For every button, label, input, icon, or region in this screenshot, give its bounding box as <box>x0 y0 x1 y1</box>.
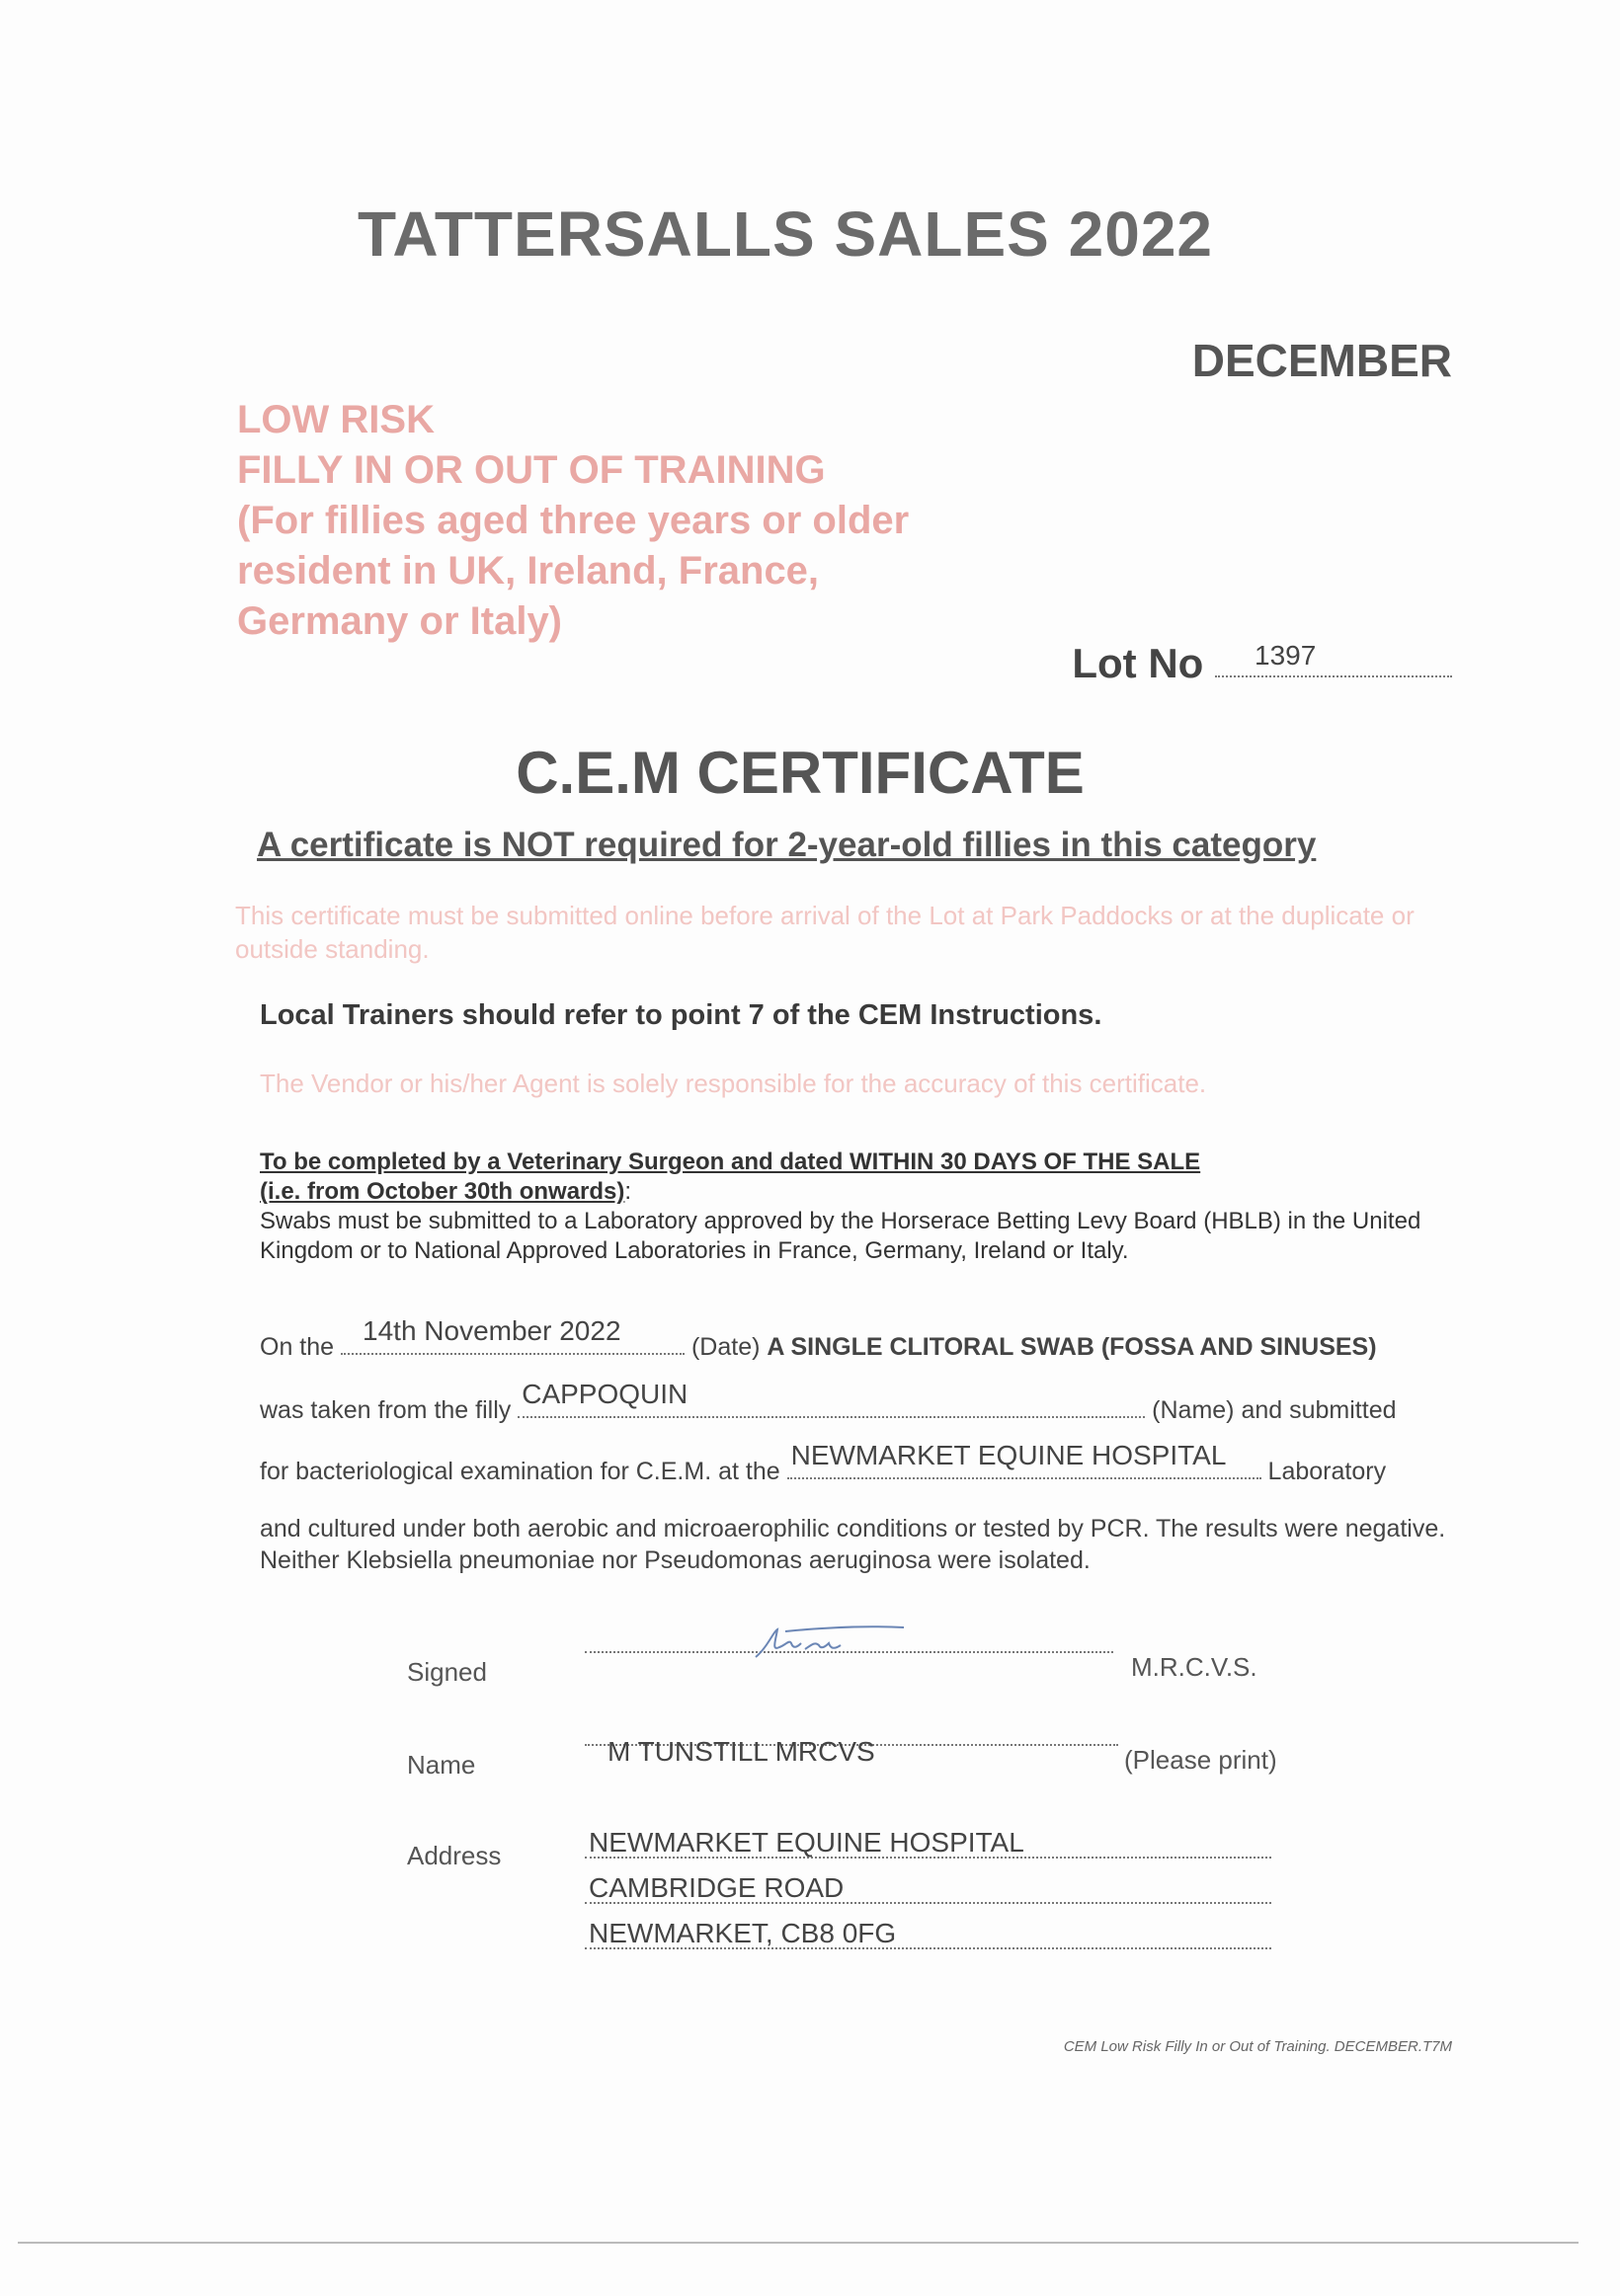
signed-label: Signed <box>407 1657 487 1687</box>
laboratory-row <box>260 1440 1387 1486</box>
swab-description: A SINGLE CLITORAL SWAB (FOSSA AND SINUSES) <box>767 1333 1377 1361</box>
taken-from-label: was taken from the filly <box>260 1396 512 1424</box>
laboratory-field <box>787 1440 1261 1479</box>
date-value: 14th November 2022 <box>363 1315 621 1346</box>
name-label: Name <box>407 1750 476 1780</box>
mrcvs-suffix: M.R.C.V.S. <box>1131 1652 1257 1682</box>
filly-row <box>260 1379 1397 1425</box>
vendor-responsibility-note: The Vendor or his/her Agent is solely responsible for the accuracy of this certificate. <box>260 1069 1207 1098</box>
vet-heading: To be completed by a Veterinary Surgeon and dated WITHIN 30 DAYS OF THE SALE <box>260 1148 1201 1175</box>
lot-field <box>1215 640 1452 677</box>
address-label: Address <box>407 1841 502 1870</box>
lot-number <box>1072 640 1452 687</box>
category-line: Germany or Italy) <box>237 599 563 643</box>
lot-label: Lot No <box>1072 640 1204 686</box>
address-line-3: NEWMARKET, CB8 0FG <box>589 1918 897 1948</box>
date-field <box>341 1315 685 1355</box>
not-required-note: A certificate is NOT required for 2-year-old fillies in this category <box>257 826 1317 864</box>
date-row <box>260 1315 1377 1362</box>
vet-name-value: M TUNSTILL MRCVS <box>608 1736 875 1767</box>
laboratory-value: NEWMARKET EQUINE HOSPITAL <box>790 1440 1227 1470</box>
category-line: resident in UK, Ireland, France, <box>237 549 820 593</box>
lot-value: 1397 <box>1255 640 1317 671</box>
certificate-heading: C.E.M CERTIFICATE <box>516 740 1085 806</box>
vet-heading-colon: : <box>624 1178 632 1205</box>
bottom-rule <box>18 2242 1579 2244</box>
please-print-note: (Please print) <box>1124 1745 1277 1775</box>
vet-lab-requirement: Swabs must be submitted to a Laboratory approved by the Horserace Betting Levy Board (HBLB) in the United Kingdom or to National Approved Laboratories in France, Germany, Ireland or Italy. <box>260 1208 1421 1264</box>
vet-instructions <box>260 1148 1475 1266</box>
category-line: FILLY IN OR OUT OF TRAINING <box>237 448 826 492</box>
date-label: (Date) <box>690 1333 761 1361</box>
form-reference: CEM Low Risk Filly In or Out of Training. DECEMBER.T7M <box>1063 2038 1452 2055</box>
sale-month: DECEMBER <box>1191 335 1452 386</box>
submission-note: This certificate must be submitted online before arrival of the Lot at Park Paddocks or at the duplicate or outside standing. <box>235 901 1415 964</box>
address-line-2: CAMBRIDGE ROAD <box>589 1872 845 1903</box>
vet-heading-dates: (i.e. from October 30th onwards) <box>260 1178 625 1205</box>
document-title: TATTERSALLS SALES 2022 <box>358 198 1213 270</box>
address-line-1: NEWMARKET EQUINE HOSPITAL <box>589 1827 1024 1858</box>
local-trainers-note: Local Trainers should refer to point 7 of the CEM Instructions. <box>260 999 1102 1031</box>
filly-name-label: (Name) and submitted <box>1152 1396 1397 1424</box>
handwritten-signature <box>746 1620 914 1669</box>
results-statement: and cultured under both aerobic and microaerophilic conditions or tested by PCR. The results were negative. Neither Klebsiella pneumoniae nor Pseudomonas aeruginosa were isolated. <box>260 1515 1446 1574</box>
category-line: LOW RISK <box>237 398 435 441</box>
category-block <box>237 395 909 647</box>
filly-name-value: CAPPOQUIN <box>522 1379 688 1409</box>
exam-label: for bacteriological examination for C.E.M. at the <box>260 1458 780 1485</box>
filly-name-field <box>518 1379 1145 1418</box>
on-the-label: On the <box>260 1333 335 1361</box>
laboratory-label: Laboratory <box>1267 1458 1387 1485</box>
category-line: (For fillies aged three years or older <box>237 499 910 542</box>
